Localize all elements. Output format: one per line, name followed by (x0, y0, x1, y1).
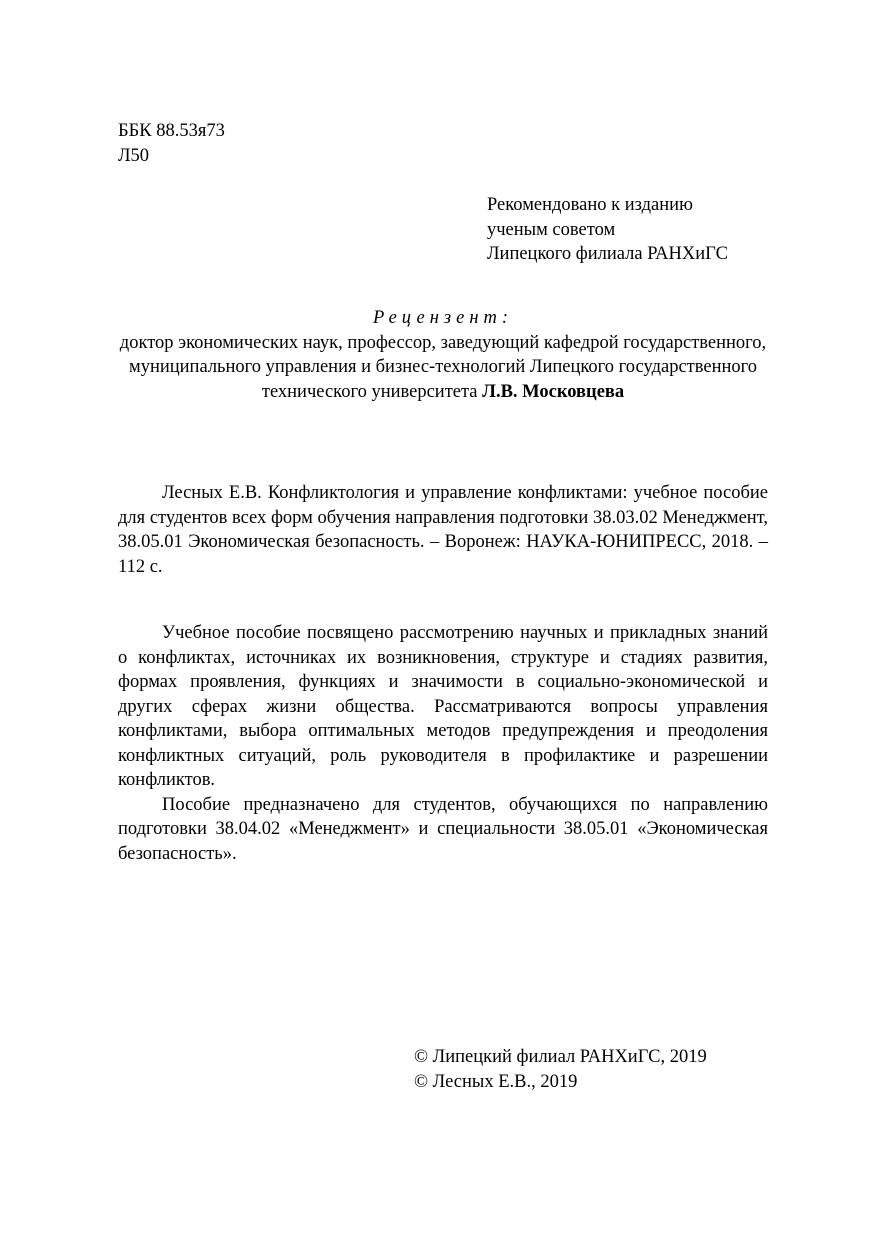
author-mark: Л50 (118, 145, 150, 166)
reviewer-description: доктор экономических наук, профессор, заведующий кафедрой государственного, муниципального управления и бизнес-технологий Липецкого государственного технического университета (119, 332, 767, 402)
reviewer-heading: Рецензент: (372, 308, 514, 328)
abstract-paragraph-2: Пособие предназначено для студентов, обучающихся по направлению подготовки 38.04.02 «Менеджмент» и специальности 38.05.01 «Экономическая безопасность». (118, 794, 768, 864)
bbk-classification (118, 119, 225, 168)
recommendation-line-3: Липецкого филиала РАНХиГС (487, 244, 728, 264)
bibliographic-record: Лесных Е.В. Конфликтология и управление конфликтами: учебное пособие для студентов всех форм обучения направления подготовки 38.03.02 Менеджмент, 38.05.01 Экономическая безопасность. – Воронеж: НАУКА-ЮНИПРЕСС, 2018. – 112 с. (118, 483, 768, 577)
bbk-code: ББК 88.53я73 (118, 121, 225, 141)
reviewer-name: Л.В. Московцева (482, 381, 625, 402)
copyright-block (414, 1045, 707, 1094)
recommendation-block (487, 193, 728, 267)
reviewer-details (118, 331, 768, 405)
reviewer-block (118, 306, 768, 404)
recommendation-line-1: Рекомендовано к изданию (487, 195, 693, 215)
abstract-block (118, 621, 768, 866)
copyright-line-1: © Липецкий филиал РАНХиГС, 2019 (414, 1047, 707, 1067)
abstract-paragraph-1: Учебное пособие посвящено рассмотрению научных и прикладных знаний о конфликтах, источниках их возникновения, структуре и стадиях развития, формах проявления, функциях и значимости в социально-экономической и других сферах жизни общества. Рассматриваются вопросы управления конфликтами, выбора оптимальных методов предупреждения и преодоления конфликтных ситуаций, роль руководителя в профилактике и разрешении конфликтов. (118, 623, 768, 790)
copyright-line-2: © Лесных Е.В., 2019 (414, 1071, 578, 1092)
recommendation-line-2: ученым советом (487, 219, 616, 240)
